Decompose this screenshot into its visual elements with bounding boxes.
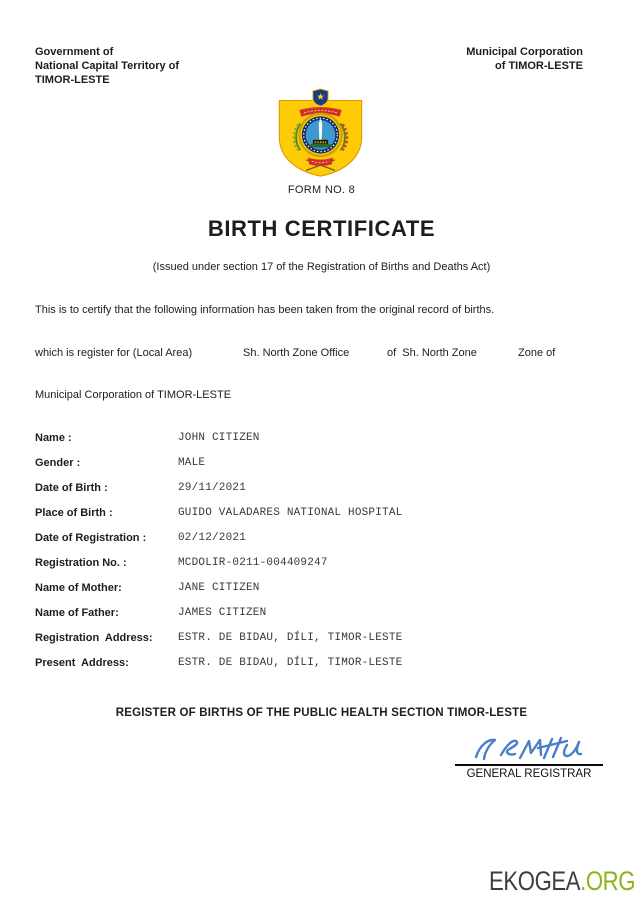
field-label: Date of Registration : <box>35 532 147 544</box>
certificate-title: BIRTH CERTIFICATE <box>207 216 436 241</box>
field-row-mother-name <box>35 580 608 605</box>
brand-logo <box>489 866 635 897</box>
field-value: GUIDO VALADARES NATIONAL HOSPITAL <box>178 507 403 519</box>
field-value: ESTR. DE BIDAU, DÍLI, TIMOR-LESTE <box>178 657 403 669</box>
field-row-gender <box>35 455 608 480</box>
field-row-present-address <box>35 655 608 680</box>
field-value: 02/12/2021 <box>178 532 247 544</box>
field-row-registration-address <box>35 630 608 655</box>
field-row-father-name <box>35 605 608 630</box>
registrar-signature-icon <box>468 733 600 763</box>
municipal-crest-icon <box>272 87 369 179</box>
header-left-line: TIMOR-LESTE <box>35 74 110 86</box>
signature-line <box>455 764 603 766</box>
field-label: Place of Birth : <box>35 507 113 519</box>
field-value: JANE CITIZEN <box>178 582 260 594</box>
header-left-line: Government of <box>35 46 114 58</box>
signatory-title: GENERAL REGISTRAR <box>466 768 592 780</box>
field-row-name <box>35 430 608 455</box>
field-value: JOHN CITIZEN <box>178 432 260 444</box>
field-label: Gender : <box>35 457 81 469</box>
register-line-suffix: Zone of <box>518 347 556 359</box>
field-value: 29/11/2021 <box>178 482 247 494</box>
form-number: FORM NO. 8 <box>287 184 356 196</box>
field-row-registration-no <box>35 555 608 580</box>
field-row-place-of-birth <box>35 505 608 530</box>
field-value: JAMES CITIZEN <box>178 607 267 619</box>
field-label: Present Address: <box>35 657 129 669</box>
field-value: MALE <box>178 457 206 469</box>
register-zone-value: of Sh. North Zone <box>387 347 477 359</box>
field-label: Date of Birth : <box>35 482 108 494</box>
issuing-authority-left <box>35 45 179 87</box>
issuing-authority-right <box>466 45 583 73</box>
header-left-line: National Capital Territory of <box>35 60 180 72</box>
field-label: Name : <box>35 432 72 444</box>
field-row-date-of-registration <box>35 530 608 555</box>
brand-suffix: .ORG <box>580 866 635 896</box>
field-label: Name of Mother: <box>35 582 122 594</box>
register-area-line <box>35 347 608 363</box>
register-office-value: Sh. North Zone Office <box>243 347 350 359</box>
field-value: MCDOLIR-0211-004409247 <box>178 557 328 569</box>
field-label: Registration No. : <box>35 557 127 569</box>
header-right-line: of TIMOR-LESTE <box>495 60 583 72</box>
certificate-subtitle: (Issued under section 17 of the Registration of Births and Deaths Act) <box>152 261 491 273</box>
header-right-line: Municipal Corporation <box>466 46 583 58</box>
certificate-fields <box>35 430 608 680</box>
field-row-date-of-birth <box>35 480 608 505</box>
brand-name: EKOGEA <box>488 866 581 896</box>
register-line-prefix: which is register for (Local Area) <box>35 347 193 359</box>
register-corporation-line: Municipal Corporation of TIMOR-LESTE <box>35 389 232 401</box>
field-label: Registration Address: <box>35 632 153 644</box>
certify-statement: This is to certify that the following information has been taken from the original record of births. <box>35 304 495 316</box>
field-value: ESTR. DE BIDAU, DÍLI, TIMOR-LESTE <box>178 632 403 644</box>
register-of-births-statement: REGISTER OF BIRTHS OF THE PUBLIC HEALTH SECTION TIMOR-LESTE <box>115 707 528 719</box>
field-label: Name of Father: <box>35 607 119 619</box>
